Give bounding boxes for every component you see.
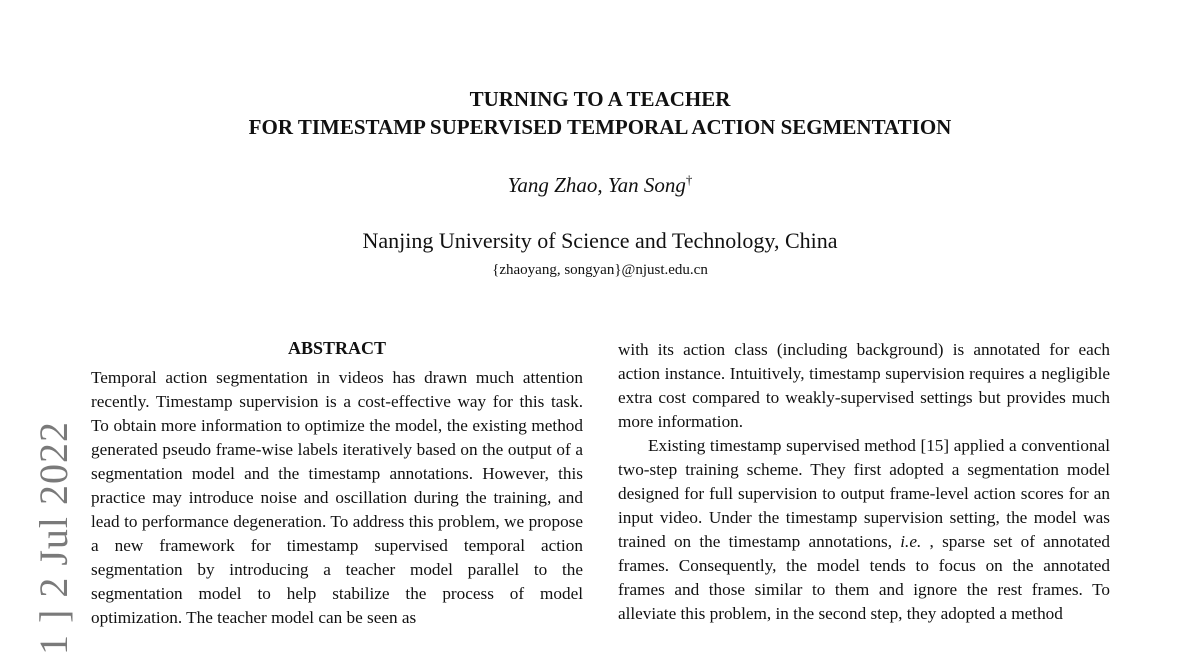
paper-title <box>0 85 1200 141</box>
abstract-column <box>91 366 583 630</box>
intro-paragraph-2 <box>618 434 1110 626</box>
title-line-2: FOR TIMESTAMP SUPERVISED TEMPORAL ACTION SEGMENTATION <box>248 115 952 139</box>
para2-end: , sparse set of annotated frames. Consequently, the model tends to focus on the annotated frames and those similar to them and ignore the rest frames. To alleviate this problem, in the second step, they adopted a method <box>618 532 1110 623</box>
arxiv-identifier: 1 ] 2 Jul 2022 <box>31 421 76 655</box>
abstract-heading: ABSTRACT <box>287 338 387 358</box>
ie-abbrev: i.e. <box>900 532 922 551</box>
intro-column <box>618 338 1110 626</box>
corresponding-mark: † <box>685 172 693 187</box>
authors <box>0 172 1200 198</box>
affiliation: Nanjing University of Science and Technology, China <box>362 228 838 253</box>
author-names: Yang Zhao, Yan Song <box>507 173 686 197</box>
email: {zhaoyang, songyan}@njust.edu.cn <box>492 262 708 278</box>
intro-paragraph-1: with its action class (including background) is annotated for each action instance. Intuitively, timestamp supervision requires a negligible extra cost compared to weakly-supervised settings but provides much more information. <box>618 340 1110 431</box>
abstract-text: Temporal action segmentation in videos has drawn much attention recently. Timestamp supervision is a cost-effective way for this task. To obtain more information to optimize the model, the existing method generated pseudo frame-wise labels iteratively based on the output of a segmentation model and the timestamp annotations. However, this practice may introduce noise and oscillation during the training, and lead to performance degeneration. To address this problem, we propose a new framework for timestamp supervised temporal action segmentation by introducing a teacher model parallel to the segmentation model to help stabilize the process of model optimization. The teacher model can be seen as <box>91 368 583 627</box>
title-line-1: TURNING TO A TEACHER <box>469 87 731 111</box>
para2-start: Existing timestamp supervised method [15] applied a conventional two-step training scheme. They first adopted a segmentation model designed for full supervision to output frame-level action scores for an input video. Under the timestamp supervision setting, the model was trained on the timestamp annotations, <box>618 436 1110 551</box>
